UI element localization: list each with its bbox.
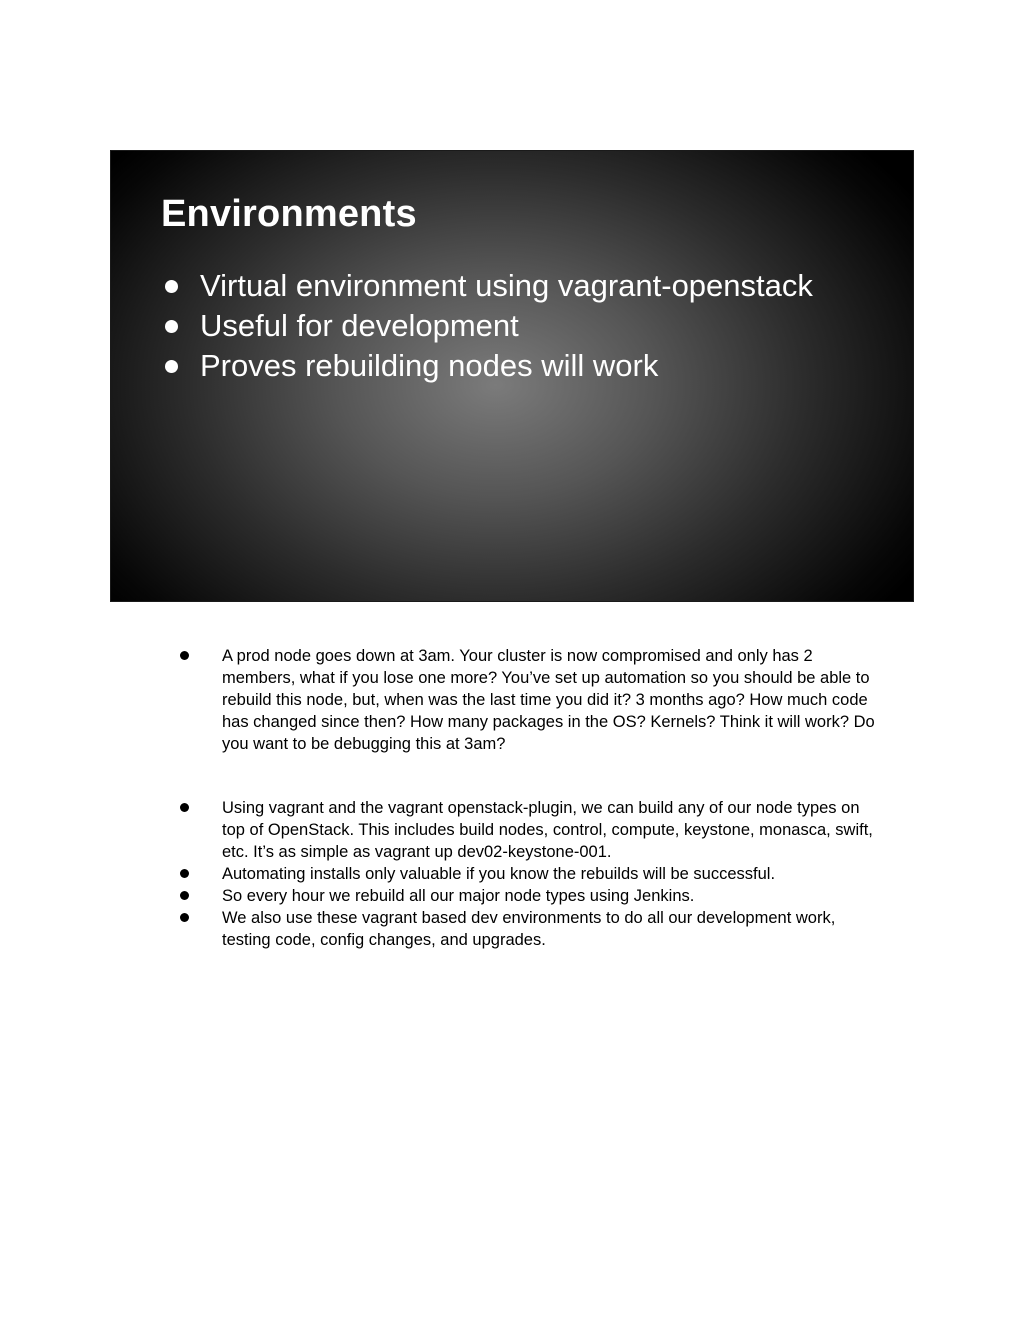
note-text: A prod node goes down at 3am. Your cluster is now compromised and only has 2 members, what if you lose one more? You’ve set up automation so you should be able to rebuild this node, but, when was the last time you did it? 3 months ago? How much code has changed since then? How many packages in the OS? Kernels? Think it will work? Do you want to be debugging this at 3am? [222,647,875,753]
note-item [178,885,878,907]
bullet-icon [165,360,178,373]
note-item [178,863,878,885]
slide-bullet-list [165,266,813,386]
bullet-icon [180,803,189,812]
slide-bullet-text: Virtual environment using vagrant-openstack [200,268,813,303]
bullet-icon [180,891,189,900]
note-item [178,645,878,755]
bullet-icon [180,913,189,922]
note-item [178,797,878,863]
slide-image [110,150,914,602]
note-text: We also use these vagrant based dev environments to do all our development work, testing code, config changes, and upgrades. [222,909,836,949]
note-text: So every hour we rebuild all our major node types using Jenkins. [222,887,695,905]
note-text: Automating installs only valuable if you know the rebuilds will be successful. [222,865,776,883]
slide-title: Environments [161,193,417,235]
slide-bullet-item [165,266,813,306]
slide-bullet-item [165,306,813,346]
slide-bullet-text: Proves rebuilding nodes will work [200,348,659,383]
slide-bullet-item [165,346,813,386]
slide-bullet-text: Useful for development [200,308,519,343]
speaker-notes-list [178,645,878,951]
bullet-icon [180,869,189,878]
bullet-icon [165,320,178,333]
bullet-icon [180,651,189,660]
bullet-icon [165,280,178,293]
note-item [178,907,878,951]
note-text: Using vagrant and the vagrant openstack-plugin, we can build any of our node types on top of OpenStack. This includes build nodes, control, compute, keystone, monasca, swift, etc. It’s as simple as vagrant up dev02-keystone-001. [222,799,873,861]
